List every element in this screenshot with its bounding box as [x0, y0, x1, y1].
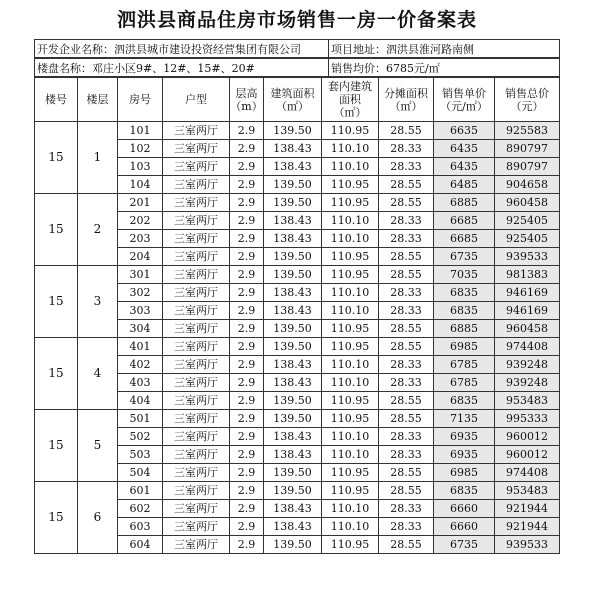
building-name-value: 邓庄小区9#、12#、15#、20# — [92, 61, 255, 75]
unit-price-cell: 6785 — [434, 356, 495, 374]
unit-price-cell: 6835 — [434, 284, 495, 302]
unit-price-cell: 7035 — [434, 266, 495, 284]
building-info-row — [34, 58, 560, 77]
gross-area-cell: 138.43 — [264, 500, 322, 518]
floor-height-cell: 2.9 — [230, 176, 264, 194]
total-price-cell: 921944 — [495, 500, 560, 518]
building-number-cell: 15 — [35, 194, 78, 266]
header-layout: 户型 — [163, 78, 230, 122]
floor-number-cell: 2 — [78, 194, 118, 266]
floor-height-cell: 2.9 — [230, 410, 264, 428]
gross-area-cell: 138.43 — [264, 284, 322, 302]
unit-price-cell: 6735 — [434, 536, 495, 554]
table-row — [35, 482, 560, 500]
total-price-cell: 939533 — [495, 248, 560, 266]
layout-cell: 三室两厅 — [163, 320, 230, 338]
room-number-cell: 201 — [118, 194, 163, 212]
shared-area-cell: 28.55 — [379, 410, 434, 428]
room-number-cell: 301 — [118, 266, 163, 284]
layout-cell: 三室两厅 — [163, 140, 230, 158]
developer-label: 开发企业名称： — [37, 42, 114, 56]
total-price-cell: 925405 — [495, 212, 560, 230]
total-price-cell: 995333 — [495, 410, 560, 428]
floor-height-cell: 2.9 — [230, 320, 264, 338]
gross-area-cell: 139.50 — [264, 410, 322, 428]
shared-area-cell: 28.55 — [379, 266, 434, 284]
room-number-cell: 104 — [118, 176, 163, 194]
layout-cell: 三室两厅 — [163, 176, 230, 194]
table-row — [35, 410, 560, 428]
header-total-price: 销售总价 （元） — [495, 78, 560, 122]
total-price-cell: 981383 — [495, 266, 560, 284]
inner-area-cell: 110.10 — [322, 428, 379, 446]
floor-height-cell: 2.9 — [230, 194, 264, 212]
gross-area-cell: 139.50 — [264, 392, 322, 410]
header-unit-price: 销售单价 （元/㎡） — [434, 78, 495, 122]
unit-price-cell: 6685 — [434, 212, 495, 230]
gross-area-cell: 139.50 — [264, 248, 322, 266]
floor-height-cell: 2.9 — [230, 212, 264, 230]
total-price-cell: 939248 — [495, 356, 560, 374]
floor-height-cell: 2.9 — [230, 230, 264, 248]
gross-area-cell: 138.43 — [264, 446, 322, 464]
total-price-cell: 974408 — [495, 464, 560, 482]
floor-height-cell: 2.9 — [230, 428, 264, 446]
room-number-cell: 603 — [118, 518, 163, 536]
unit-price-cell: 6435 — [434, 158, 495, 176]
layout-cell: 三室两厅 — [163, 266, 230, 284]
unit-price-cell: 6485 — [434, 176, 495, 194]
floor-height-cell: 2.9 — [230, 482, 264, 500]
layout-cell: 三室两厅 — [163, 230, 230, 248]
header-inner-area: 套内建筑 面积 （㎡） — [322, 78, 379, 122]
total-price-cell: 925583 — [495, 122, 560, 140]
unit-price-cell: 6435 — [434, 140, 495, 158]
page-title: 泗洪县商品住房市场销售一房一价备案表 — [116, 9, 477, 31]
room-number-cell: 202 — [118, 212, 163, 230]
inner-area-cell: 110.10 — [322, 374, 379, 392]
unit-price-cell: 6835 — [434, 392, 495, 410]
building-name-label: 楼盘名称： — [37, 61, 92, 75]
unit-price-cell: 6635 — [434, 122, 495, 140]
project-address-cell — [329, 40, 560, 58]
room-number-cell: 404 — [118, 392, 163, 410]
room-number-cell: 604 — [118, 536, 163, 554]
gross-area-cell: 139.50 — [264, 266, 322, 284]
total-price-cell: 953483 — [495, 392, 560, 410]
unit-price-cell: 6660 — [434, 500, 495, 518]
shared-area-cell: 28.33 — [379, 284, 434, 302]
unit-price-cell: 6660 — [434, 518, 495, 536]
floor-height-cell: 2.9 — [230, 464, 264, 482]
total-price-cell: 960012 — [495, 428, 560, 446]
floor-height-cell: 2.9 — [230, 518, 264, 536]
inner-area-cell: 110.95 — [322, 194, 379, 212]
table-row — [35, 338, 560, 356]
room-number-cell: 102 — [118, 140, 163, 158]
shared-area-cell: 28.33 — [379, 446, 434, 464]
shared-area-cell: 28.33 — [379, 374, 434, 392]
total-price-cell: 890797 — [495, 140, 560, 158]
shared-area-cell: 28.33 — [379, 356, 434, 374]
floor-number-cell: 5 — [78, 410, 118, 482]
header-shared-area: 分摊面积 （㎡） — [379, 78, 434, 122]
floor-height-cell: 2.9 — [230, 338, 264, 356]
inner-area-cell: 110.95 — [322, 410, 379, 428]
layout-cell: 三室两厅 — [163, 536, 230, 554]
layout-cell: 三室两厅 — [163, 464, 230, 482]
table-header-row — [35, 78, 560, 122]
total-price-cell: 925405 — [495, 230, 560, 248]
unit-price-cell: 6985 — [434, 338, 495, 356]
gross-area-cell: 139.50 — [264, 482, 322, 500]
total-price-cell: 890797 — [495, 158, 560, 176]
inner-area-cell: 110.10 — [322, 302, 379, 320]
room-number-cell: 103 — [118, 158, 163, 176]
unit-price-cell: 6685 — [434, 230, 495, 248]
shared-area-cell: 28.55 — [379, 392, 434, 410]
gross-area-cell: 138.43 — [264, 158, 322, 176]
gross-area-cell: 139.50 — [264, 176, 322, 194]
table-row — [35, 194, 560, 212]
inner-area-cell: 110.95 — [322, 176, 379, 194]
layout-cell: 三室两厅 — [163, 392, 230, 410]
floor-height-cell: 2.9 — [230, 140, 264, 158]
total-price-cell: 960458 — [495, 194, 560, 212]
room-number-cell: 502 — [118, 428, 163, 446]
layout-cell: 三室两厅 — [163, 518, 230, 536]
layout-cell: 三室两厅 — [163, 158, 230, 176]
total-price-cell: 946169 — [495, 284, 560, 302]
gross-area-cell: 139.50 — [264, 338, 322, 356]
floor-height-cell: 2.9 — [230, 500, 264, 518]
inner-area-cell: 110.10 — [322, 140, 379, 158]
average-price-label: 销售均价： — [331, 61, 386, 75]
inner-area-cell: 110.95 — [322, 392, 379, 410]
layout-cell: 三室两厅 — [163, 248, 230, 266]
inner-area-cell: 110.10 — [322, 446, 379, 464]
developer-value: 泗洪县城市建设投资经营集团有限公司 — [114, 42, 301, 56]
building-number-cell: 15 — [35, 338, 78, 410]
floor-height-cell: 2.9 — [230, 158, 264, 176]
header-gross-area: 建筑面积 （㎡） — [264, 78, 322, 122]
unit-price-cell: 6735 — [434, 248, 495, 266]
layout-cell: 三室两厅 — [163, 500, 230, 518]
unit-price-cell: 6885 — [434, 320, 495, 338]
inner-area-cell: 110.95 — [322, 536, 379, 554]
developer-cell — [35, 40, 329, 58]
room-number-cell: 403 — [118, 374, 163, 392]
project-address-value: 泗洪县淮河路南侧 — [386, 42, 474, 56]
total-price-cell: 904658 — [495, 176, 560, 194]
room-number-cell: 504 — [118, 464, 163, 482]
building-number-cell: 15 — [35, 266, 78, 338]
shared-area-cell: 28.33 — [379, 140, 434, 158]
total-price-cell: 921944 — [495, 518, 560, 536]
gross-area-cell: 139.50 — [264, 536, 322, 554]
gross-area-cell: 138.43 — [264, 302, 322, 320]
room-number-cell: 303 — [118, 302, 163, 320]
floor-number-cell: 6 — [78, 482, 118, 554]
inner-area-cell: 110.95 — [322, 248, 379, 266]
table-row — [35, 122, 560, 140]
floor-height-cell: 2.9 — [230, 248, 264, 266]
table-body — [35, 122, 560, 554]
total-price-cell: 960012 — [495, 446, 560, 464]
layout-cell: 三室两厅 — [163, 194, 230, 212]
inner-area-cell: 110.10 — [322, 518, 379, 536]
header-building-no: 楼号 — [35, 78, 78, 122]
layout-cell: 三室两厅 — [163, 284, 230, 302]
floor-height-cell: 2.9 — [230, 374, 264, 392]
shared-area-cell: 28.33 — [379, 230, 434, 248]
room-number-cell: 402 — [118, 356, 163, 374]
shared-area-cell: 28.55 — [379, 176, 434, 194]
shared-area-cell: 28.55 — [379, 482, 434, 500]
total-price-cell: 974408 — [495, 338, 560, 356]
total-price-cell: 953483 — [495, 482, 560, 500]
layout-cell: 三室两厅 — [163, 212, 230, 230]
gross-area-cell: 138.43 — [264, 518, 322, 536]
inner-area-cell: 110.10 — [322, 212, 379, 230]
room-number-cell: 101 — [118, 122, 163, 140]
total-price-cell: 960458 — [495, 320, 560, 338]
price-table — [34, 77, 560, 554]
gross-area-cell: 138.43 — [264, 230, 322, 248]
inner-area-cell: 110.95 — [322, 464, 379, 482]
shared-area-cell: 28.33 — [379, 428, 434, 446]
total-price-cell: 946169 — [495, 302, 560, 320]
layout-cell: 三室两厅 — [163, 410, 230, 428]
shared-area-cell: 28.33 — [379, 158, 434, 176]
floor-height-cell: 2.9 — [230, 302, 264, 320]
building-number-cell: 15 — [35, 410, 78, 482]
unit-price-cell: 6885 — [434, 194, 495, 212]
floor-height-cell: 2.9 — [230, 266, 264, 284]
building-name-cell — [35, 59, 329, 77]
layout-cell: 三室两厅 — [163, 122, 230, 140]
room-number-cell: 401 — [118, 338, 163, 356]
room-number-cell: 601 — [118, 482, 163, 500]
inner-area-cell: 110.10 — [322, 500, 379, 518]
floor-number-cell: 3 — [78, 266, 118, 338]
gross-area-cell: 138.43 — [264, 140, 322, 158]
table-row — [35, 266, 560, 284]
inner-area-cell: 110.95 — [322, 122, 379, 140]
floor-height-cell: 2.9 — [230, 356, 264, 374]
unit-price-cell: 6935 — [434, 428, 495, 446]
inner-area-cell: 110.95 — [322, 320, 379, 338]
building-number-cell: 15 — [35, 122, 78, 194]
layout-cell: 三室两厅 — [163, 446, 230, 464]
layout-cell: 三室两厅 — [163, 302, 230, 320]
gross-area-cell: 139.50 — [264, 464, 322, 482]
room-number-cell: 503 — [118, 446, 163, 464]
header-floor-height: 层高 （m） — [230, 78, 264, 122]
unit-price-cell: 6835 — [434, 482, 495, 500]
shared-area-cell: 28.55 — [379, 320, 434, 338]
layout-cell: 三室两厅 — [163, 338, 230, 356]
average-price-value: 6785元/㎡ — [386, 61, 440, 75]
shared-area-cell: 28.33 — [379, 212, 434, 230]
inner-area-cell: 110.10 — [322, 356, 379, 374]
unit-price-cell: 6835 — [434, 302, 495, 320]
floor-number-cell: 1 — [78, 122, 118, 194]
average-price-cell — [329, 59, 560, 77]
gross-area-cell: 138.43 — [264, 212, 322, 230]
developer-info-row — [34, 39, 560, 58]
gross-area-cell: 138.43 — [264, 428, 322, 446]
header-room-no: 房号 — [118, 78, 163, 122]
gross-area-cell: 139.50 — [264, 194, 322, 212]
room-number-cell: 204 — [118, 248, 163, 266]
inner-area-cell: 110.10 — [322, 158, 379, 176]
room-number-cell: 203 — [118, 230, 163, 248]
floor-height-cell: 2.9 — [230, 122, 264, 140]
shared-area-cell: 28.55 — [379, 248, 434, 266]
room-number-cell: 501 — [118, 410, 163, 428]
unit-price-cell: 6935 — [434, 446, 495, 464]
gross-area-cell: 138.43 — [264, 356, 322, 374]
floor-height-cell: 2.9 — [230, 284, 264, 302]
gross-area-cell: 139.50 — [264, 320, 322, 338]
floor-number-cell: 4 — [78, 338, 118, 410]
room-number-cell: 304 — [118, 320, 163, 338]
total-price-cell: 939533 — [495, 536, 560, 554]
layout-cell: 三室两厅 — [163, 374, 230, 392]
floor-height-cell: 2.9 — [230, 536, 264, 554]
unit-price-cell: 7135 — [434, 410, 495, 428]
shared-area-cell: 28.55 — [379, 464, 434, 482]
shared-area-cell: 28.33 — [379, 302, 434, 320]
building-number-cell: 15 — [35, 482, 78, 554]
inner-area-cell: 110.10 — [322, 284, 379, 302]
header-floor: 楼层 — [78, 78, 118, 122]
shared-area-cell: 28.55 — [379, 194, 434, 212]
unit-price-cell: 6785 — [434, 374, 495, 392]
layout-cell: 三室两厅 — [163, 428, 230, 446]
project-address-label: 项目地址： — [331, 42, 386, 56]
gross-area-cell: 139.50 — [264, 122, 322, 140]
floor-height-cell: 2.9 — [230, 446, 264, 464]
layout-cell: 三室两厅 — [163, 356, 230, 374]
shared-area-cell: 28.55 — [379, 536, 434, 554]
floor-height-cell: 2.9 — [230, 392, 264, 410]
inner-area-cell: 110.95 — [322, 338, 379, 356]
shared-area-cell: 28.55 — [379, 338, 434, 356]
layout-cell: 三室两厅 — [163, 482, 230, 500]
room-number-cell: 602 — [118, 500, 163, 518]
inner-area-cell: 110.95 — [322, 482, 379, 500]
total-price-cell: 939248 — [495, 374, 560, 392]
inner-area-cell: 110.10 — [322, 230, 379, 248]
inner-area-cell: 110.95 — [322, 266, 379, 284]
gross-area-cell: 138.43 — [264, 374, 322, 392]
shared-area-cell: 28.33 — [379, 518, 434, 536]
unit-price-cell: 6985 — [434, 464, 495, 482]
room-number-cell: 302 — [118, 284, 163, 302]
shared-area-cell: 28.33 — [379, 500, 434, 518]
shared-area-cell: 28.55 — [379, 122, 434, 140]
